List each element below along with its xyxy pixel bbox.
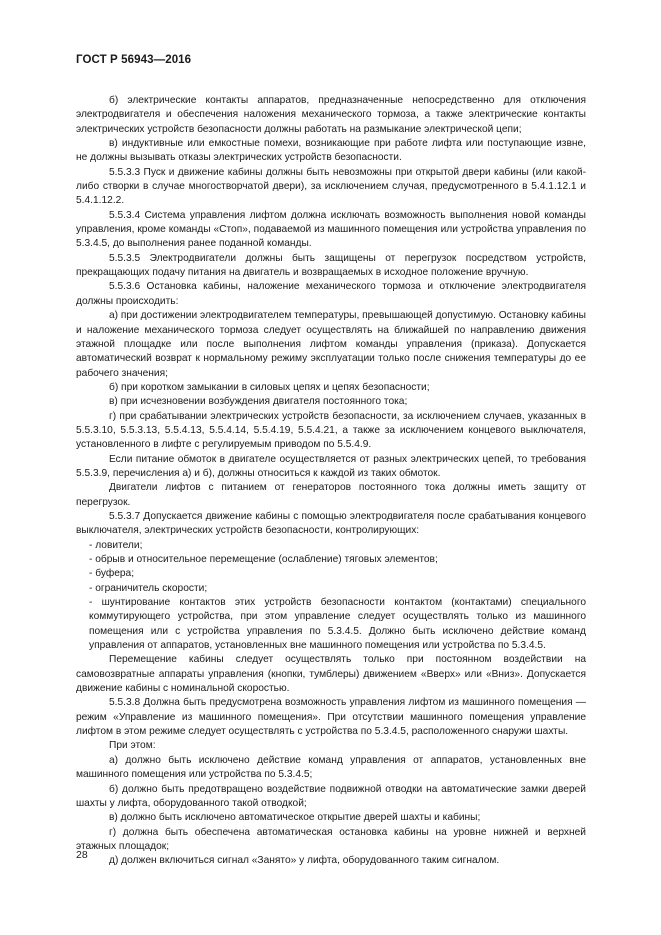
paragraph: 5.5.3.8 Должна быть предусмотрена возможность управления лифтом из машинного помещения — режим «Управление из машинного помещения». При отсутствии машинного помещения управление лифтом в этом режиме следует осуществлять с устройства по 5.3.4.5, расположенного снаружи шахты. xyxy=(76,697,586,738)
list-item: - буфера; xyxy=(89,568,135,580)
page-number: 28 xyxy=(76,849,88,861)
paragraph: 5.5.3.3 Пуск и движение кабины должны быть невозможны при открытой двери кабины (или какой-либо створки в случае многостворчатой двери), за исключением случая, предусмотренного в 5.4.1.12.1 и 5.4.1.12.2. xyxy=(76,166,586,207)
list-item: - ловители; xyxy=(89,539,143,551)
paragraph: 5.5.3.6 Остановка кабины, наложение механического тормоза и отключение электродвигателя должны происходить: xyxy=(76,281,586,307)
paragraph: Если питание обмоток в двигателе осуществляется от разных электрических цепей, то требования 5.5.3.9, перечисления а) и б), должны относиться к каждой из таких обмоток. xyxy=(76,453,586,479)
paragraph: а) должно быть исключено действие команд управления от аппаратов, установленных вне машинного помещения или устройства по 5.3.4.5; xyxy=(76,754,586,781)
paragraph: б) при коротком замыкании в силовых цепях и цепях безопасности; xyxy=(109,381,430,393)
document-body xyxy=(76,94,586,869)
paragraph: б) должно быть предотвращено воздействие подвижной отводки на автоматические замки дверей шахты у лифта, оборудованного такой отводкой; xyxy=(76,783,586,809)
paragraph: Двигатели лифтов с питанием от генераторов постоянного тока должны иметь защиту от перегрузок. xyxy=(76,482,586,508)
paragraph: а) при достижении электродвигателем температуры, превышающей допустимую. Остановку кабины и наложение механического тормоза следует осуществлять на ближайшей по направлению движения этажной площадке или после выполнения лифтом команды управления (приказа). Допускается автоматический возврат к нормальному режиму эксплуатации только после снижения температуры до ее рабочего значения; xyxy=(76,310,586,379)
paragraph: в) должно быть исключено автоматическое открытие дверей шахты и кабины; xyxy=(109,812,481,824)
paragraph: При этом: xyxy=(109,740,156,752)
paragraph: в) при исчезновении возбуждения двигателя постоянного тока; xyxy=(109,396,408,408)
paragraph: Перемещение кабины следует осуществлять только при постоянном воздействии на самовозвратные аппараты управления (кнопки, тумблеры) движением «Вверх» или «Вниз». Допускается движение кабины с номинальной скоростью. xyxy=(76,654,586,695)
paragraph: г) при срабатывании электрических устройств безопасности, за исключением случаев, указанных в 5.5.3.10, 5.5.3.13, 5.5.4.13, 5.5.4.14, 5.5.4.19, 5.5.4.21, а также за исключением концевого выключателя, установленного в лифте с регулируемым приводом по 5.5.4.9. xyxy=(76,410,586,451)
list-item: - обрыв и относительное перемещение (ослабление) тяговых элементов; xyxy=(89,554,438,565)
list-item: - ограничитель скорости; xyxy=(89,582,208,594)
paragraph: г) должна быть обеспечена автоматическая остановка кабины на уровне нижней и верхней этажных площадок; xyxy=(76,826,586,852)
paragraph: 5.5.3.5 Электродвигатели должны быть защищены от перегрузок посредством устройств, прекращающих подачу питания на двигатель и возвращаемых в исходное положение вручную. xyxy=(76,252,586,279)
list-item: - шунтирование контактов этих устройств безопасности контактом (контактами) специального коммутирующего устройства, при этом управление следует осуществлять только из машинного помещения или с устройства управления по 5.3.4.5. Должно быть исключено действие команд управления от аппаратов, установленных вне машинного помещения или устройства по 5.3.4.5. xyxy=(89,597,586,652)
paragraph: 5.5.3.7 Допускается движение кабины с помощью электродвигателя после срабатывания концевого выключателя, электрических устройств безопасности, контролирующих: xyxy=(76,510,586,537)
paragraph: в) индуктивные или емкостные помехи, возникающие при работе лифта или поступающие извне, не должны вызывать отказы электрических устройств безопасности. xyxy=(76,138,586,164)
paragraph: 5.5.3.4 Система управления лифтом должна исключать возможность выполнения новой команды управления, кроме команды «Стоп», подаваемой из машинного помещения или устройства управления по 5.3.4.5, до выполнения ранее поданной команды. xyxy=(76,209,586,250)
paragraph: д) должен включиться сигнал «Занято» у лифта, оборудованного таким сигналом. xyxy=(109,855,500,867)
paragraph: б) электрические контакты аппаратов, предназначенные непосредственно для отключения электродвигателя и обеспечения наложения механического тормоза, а также электрические контакты электрических устройств безопасности должны работать на размыкание электрической цепи; xyxy=(76,95,586,135)
document-header: ГОСТ Р 56943—2016 xyxy=(76,54,192,66)
